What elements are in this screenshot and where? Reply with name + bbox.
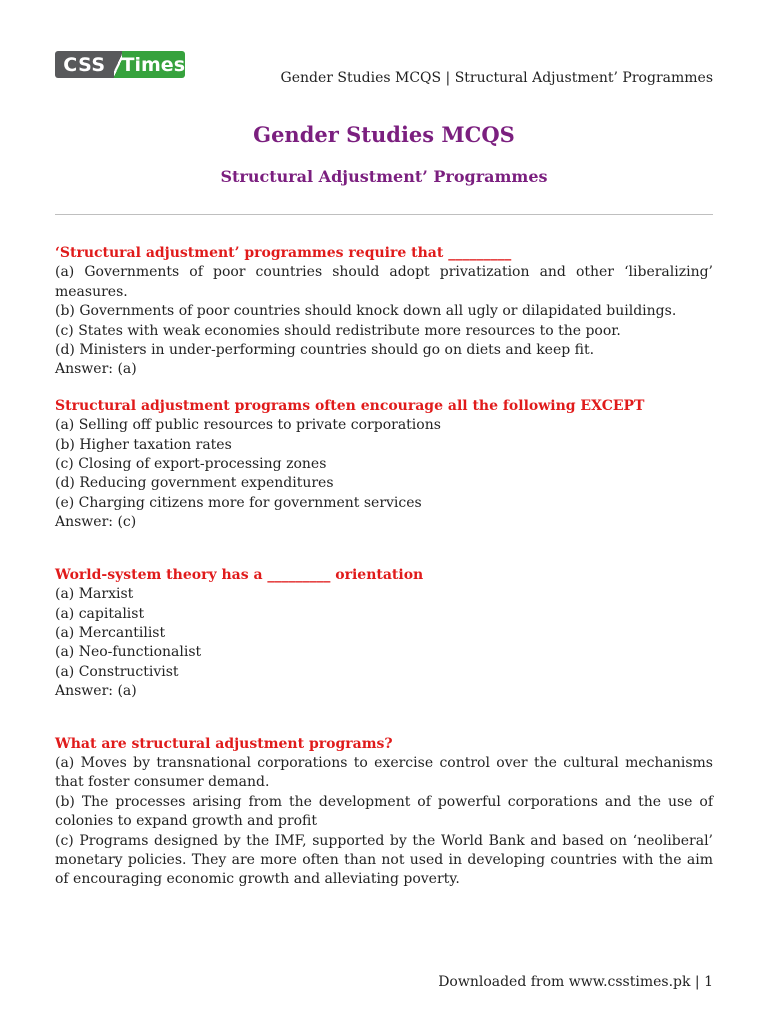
divider (55, 214, 713, 215)
option-text: (a) Selling off public resources to private corporations (55, 417, 441, 434)
csstimes-logo (55, 51, 185, 78)
footer-text: Downloaded from www.csstimes.pk | 1 (438, 974, 713, 990)
option-text: (a) capitalist (55, 605, 145, 622)
option-text: (a) Neo-functionalist (55, 644, 202, 661)
option-text: (a) Governments of poor countries should adopt privatization and other ‘liberalizing’ measures. (55, 264, 713, 300)
logo-css-text: CSS (55, 51, 114, 78)
header-title: Gender Studies MCQS | Structural Adjustment’ Programmes (280, 70, 713, 86)
option-text: (a) Moves by transnational corporations to exercise control over the cultural mechanisms that foster consumer demand. (55, 754, 713, 791)
mcq-list (55, 244, 713, 907)
answer-text: Answer: (c) (55, 514, 137, 531)
option-text: (b) The processes arising from the development of powerful corporations and the use of colonies to expand growth and profit (55, 793, 713, 830)
option-text: (e) Charging citizens more for government services (55, 494, 422, 511)
option-text: (a) Marxist (55, 586, 134, 603)
option-text: (c) Programs designed by the IMF, supported by the World Bank and based on ‘neoliberal’ monetary policies. They are more often than not used in developing countries with the aim of encouraging economic growth and alleviating poverty. (55, 832, 713, 888)
logo-times-text: Times (122, 51, 185, 78)
logo-slash (114, 51, 122, 78)
question-text: ‘Structural adjustment’ programmes require that _________ (55, 245, 512, 261)
mcq-block (55, 735, 713, 890)
answer-text: Answer: (a) (55, 361, 137, 378)
mcq-block (55, 566, 713, 702)
question-text: Structural adjustment programs often encourage all the following EXCEPT (55, 397, 645, 414)
option-text: (a) Mercantilist (55, 624, 166, 641)
option-text: (a) Constructivist (55, 663, 179, 680)
page-subtitle: Structural Adjustment’ Programmes (220, 167, 548, 186)
option-text: (c) Closing of export-processing zones (55, 456, 327, 473)
answer-text: Answer: (a) (55, 683, 137, 700)
option-text: (d) Reducing government expenditures (55, 475, 334, 492)
mcq-block (55, 397, 713, 533)
option-text: (d) Ministers in under-performing countries should go on diets and keep fit. (55, 342, 595, 359)
question-text: What are structural adjustment programs? (55, 735, 393, 752)
question-text: World-system theory has a _________ orientation (55, 566, 424, 583)
option-text: (b) Higher taxation rates (55, 436, 232, 453)
option-text: (c) States with weak economies should redistribute more resources to the poor. (55, 322, 621, 339)
page-title: Gender Studies MCQS (253, 122, 515, 147)
mcq-block (55, 244, 713, 380)
option-text: (b) Governments of poor countries should knock down all ugly or dilapidated buildings. (55, 303, 677, 320)
